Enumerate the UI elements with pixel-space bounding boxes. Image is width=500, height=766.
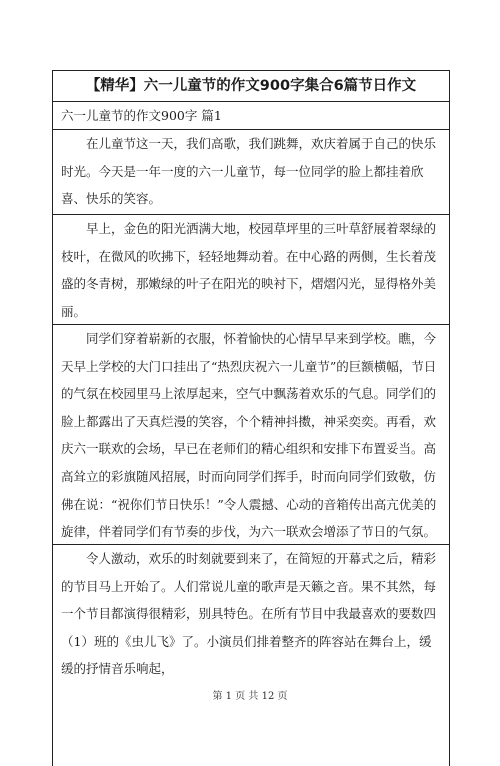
- paragraph-1: 在儿童节这一天，我们高歌，我们跳舞，欢庆着属于自己的快乐时光。今天是一年一度的六一儿童节，每一位同学的脸上都挂着欣喜、快乐的笑容。: [53, 130, 449, 215]
- page-number: 第 1 页 共 12 页: [212, 691, 288, 702]
- document-table: [52, 70, 450, 766]
- paragraph-4: 令人激动，欢乐的时刻就要到来了，在简短的开幕式之后，精彩的节目马上开始了。人们常说儿童的歌声是天籁之音。果不其然，每一个节目都演得很精彩，别具特色。在所有节目中我最喜欢的要数四（1）班的《虫儿飞》了。小演员们排着整齐的阵容站在舞台上，缓缓的抒情音乐响起，: [61, 551, 437, 677]
- document-title: 【精华】六一儿童节的作文900字集合6篇节日作文: [53, 71, 449, 102]
- essay-heading: 六一儿童节的作文900字 篇1: [53, 102, 449, 130]
- paragraph-2: 早上，金色的阳光洒满大地，校园草坪里的三叶草舒展着翠绿的枝叶，在微风的吹拂下，轻轻地舞动着。在中心路的两侧，生长着茂盛的冬青树，那嫩绿的叶子在阳光的映衬下，熠熠闪光，显得格外美丽。: [53, 215, 449, 325]
- paragraph-3: 同学们穿着崭新的衣服，怀着愉快的心情早早来到学校。瞧，今天早上学校的大门口挂出了“热烈庆祝六一儿童节”的巨额横幅，节日的气氛在校园里马上浓厚起来，空气中飘荡着欢乐的气息。同学们的脸上都露出了天真烂漫的笑容，个个精神抖擞，神采奕奕。再看，欢庆六一联欢的会场，早已在老师们的精心组织和安排下布置妥当。高高耸立的彩旗随风招展，时而向同学们挥手，时而向同学们致敬，仿佛在说：“祝你们节日快乐！”令人震撼、心动的音箱传出高亢优美的旋律，伴着同学们有节奏的步伐，为六一联欢会增添了节日的气氛。: [53, 325, 449, 545]
